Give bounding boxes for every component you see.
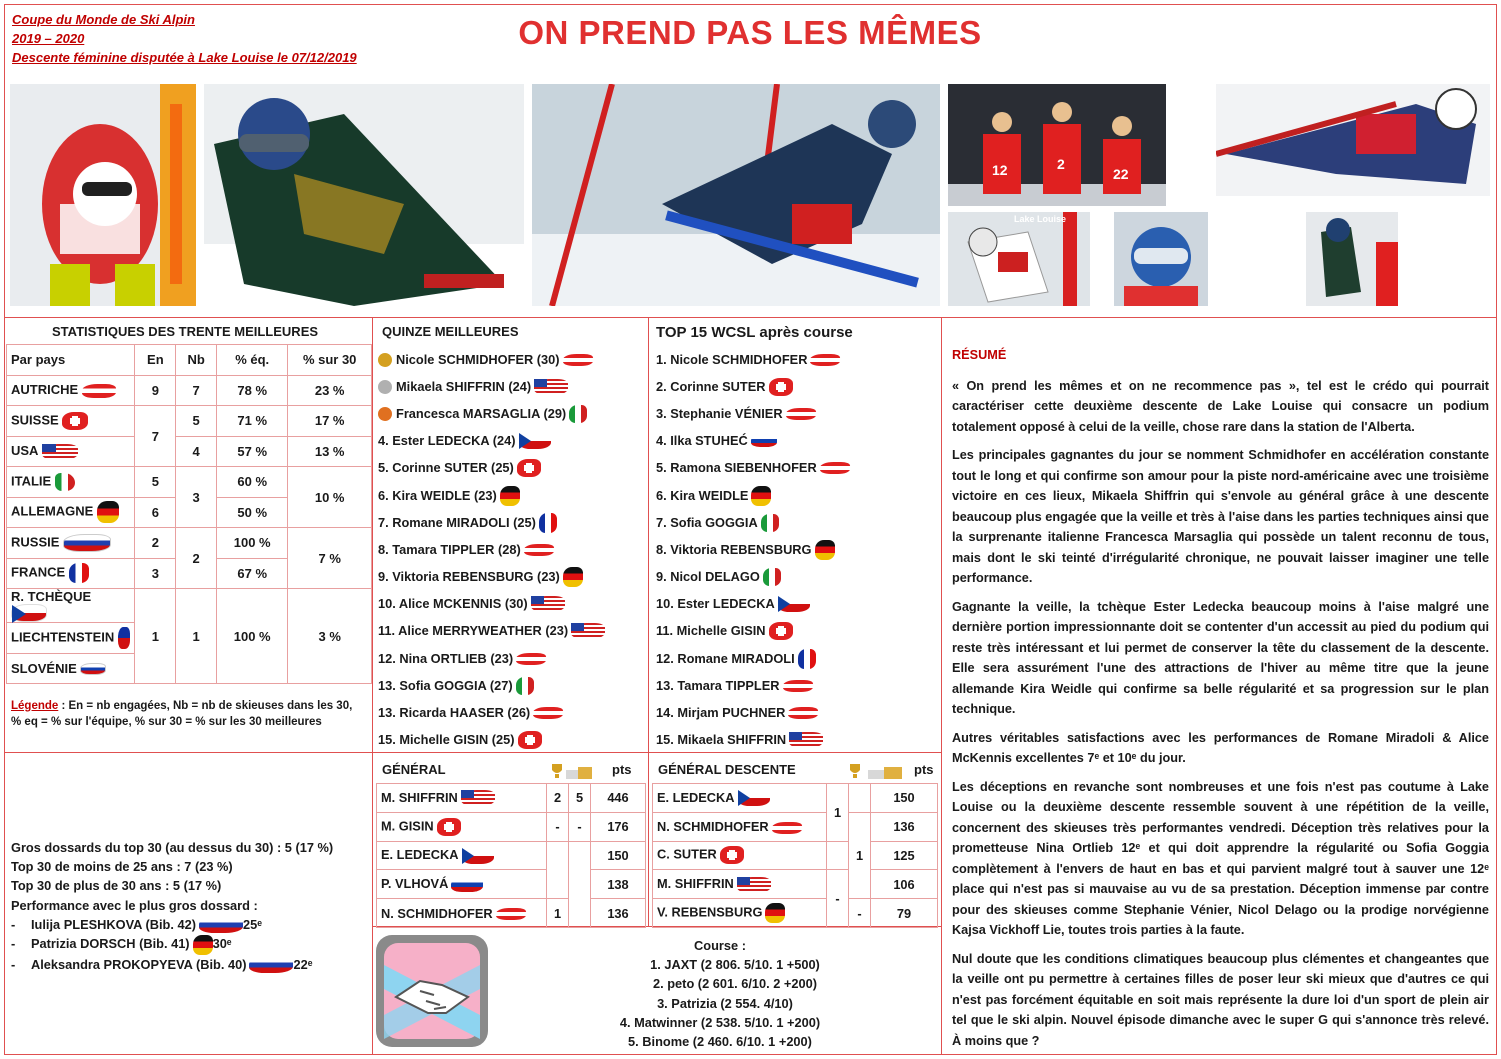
nb-cell: 2 bbox=[176, 528, 217, 589]
skier-name: M. GISIN bbox=[381, 818, 434, 834]
flag-germany-icon bbox=[815, 540, 835, 560]
table-row bbox=[653, 812, 938, 841]
skier-name: C. SUTER bbox=[657, 846, 717, 862]
nb-cell: 1 bbox=[176, 589, 217, 684]
country-name: FRANCE bbox=[11, 564, 66, 580]
trophy-icon bbox=[848, 762, 904, 785]
sur30-cell: 13 % bbox=[288, 436, 372, 467]
skier-name: 7. Romane MIRADOLI (25) bbox=[378, 514, 536, 530]
skier-name: 3. Stephanie VÉNIER bbox=[656, 405, 783, 421]
flag-czech-icon bbox=[778, 596, 810, 612]
divider-col2 bbox=[648, 317, 649, 926]
list-item bbox=[378, 536, 646, 563]
podiums-cell: - bbox=[569, 812, 591, 841]
country-name: ALLEMAGNE bbox=[11, 503, 94, 519]
name-cell bbox=[653, 812, 827, 841]
flag-russia-icon bbox=[249, 957, 293, 973]
flag-czech-icon bbox=[462, 848, 494, 864]
country-cell bbox=[7, 589, 135, 623]
sur30-cell: 23 % bbox=[288, 375, 372, 406]
podium-bib-3: 22 bbox=[1113, 166, 1129, 182]
country-cell bbox=[7, 528, 135, 559]
flag-usa-icon bbox=[737, 877, 771, 893]
country-cell bbox=[7, 497, 135, 528]
photo-skier-germany bbox=[948, 212, 1090, 306]
en-cell: 9 bbox=[135, 375, 176, 406]
skier-name: 2. Corinne SUTER bbox=[656, 378, 766, 394]
stats-legend bbox=[11, 698, 352, 730]
photo-skier-finish bbox=[1306, 212, 1398, 306]
name-cell bbox=[377, 899, 547, 928]
points-cell: 150 bbox=[591, 841, 646, 870]
place: 22ᵉ bbox=[293, 956, 313, 972]
general-pts-label: pts bbox=[612, 762, 632, 777]
flag-italy-icon bbox=[569, 405, 587, 423]
points-cell: 138 bbox=[591, 870, 646, 899]
list-item bbox=[378, 482, 646, 509]
table-row bbox=[653, 870, 938, 899]
skier-name: 7. Sofia GOGGIA bbox=[656, 514, 758, 530]
photo-podium bbox=[948, 84, 1166, 206]
flag-switzerland-icon bbox=[518, 731, 542, 749]
skier-name: 9. Viktoria REBENSBURG (23) bbox=[378, 569, 560, 585]
col-pays: Par pays bbox=[7, 345, 135, 376]
country-name: LIECHTENSTEIN bbox=[11, 629, 115, 645]
stats-title: STATISTIQUES DES TRENTE MEILLEURES bbox=[52, 324, 319, 339]
list-item bbox=[378, 509, 646, 536]
points-cell: 176 bbox=[591, 812, 646, 841]
bib-stat-line: Top 30 de plus de 30 ans : 5 (17 %) bbox=[11, 878, 222, 894]
flag-usa-icon bbox=[534, 379, 568, 395]
flag-switzerland-icon bbox=[769, 622, 793, 640]
list-item bbox=[656, 400, 936, 427]
col-en: En bbox=[135, 345, 176, 376]
table-row bbox=[7, 406, 372, 437]
sign-lake-louise: Lake Louise bbox=[1014, 214, 1067, 224]
photo-skier-italy bbox=[532, 84, 940, 306]
list-item bbox=[378, 591, 646, 618]
flag-germany-icon bbox=[193, 935, 213, 955]
country-name: RUSSIE bbox=[11, 534, 60, 550]
en-cell: 7 bbox=[135, 406, 176, 467]
list-item bbox=[378, 727, 646, 754]
list-item bbox=[656, 536, 936, 563]
skier-name: V. REBENSBURG bbox=[657, 904, 763, 920]
skier-name: 8. Tamara TIPPLER (28) bbox=[378, 541, 521, 557]
flag-czech-icon bbox=[11, 604, 47, 622]
name-cell bbox=[653, 899, 827, 928]
resume-paragraph: Les principales gagnantes du jour se nomment Schmidhofer en accélération constante tout le long et qui confirme son amour pour la piste nord-américaine avec une troisième victoire en ces lieux, Mikaela Shiffrin qui s'envole au général grâce à une descente beaucoup plus engagée que la veille et très à l'aise dans les parties techniques ainsi que la surprenante italienne Francesca Marsaglia qui possède un talent reconnu de tous, mais dont le ski teinté d'irrégularité chronique, ne pouvait laisser imaginer une telle performance. bbox=[952, 448, 1489, 585]
flag-austria-icon bbox=[533, 707, 563, 719]
table-row bbox=[7, 467, 372, 498]
list-item bbox=[378, 699, 646, 726]
country-name: AUTRICHE bbox=[11, 382, 79, 398]
flag-switzerland-icon bbox=[62, 412, 88, 430]
podium-bib-1: 12 bbox=[992, 162, 1008, 178]
skier-name: P. VLHOVÁ bbox=[381, 876, 449, 892]
list-item bbox=[656, 591, 936, 618]
flag-switzerland-icon bbox=[769, 378, 793, 396]
podiums-cell: - bbox=[849, 899, 871, 928]
table-row bbox=[7, 436, 372, 467]
list-item bbox=[656, 455, 936, 482]
list-item bbox=[378, 428, 646, 455]
course-item: 4. Matwinner (2 538. 5/10. 1 +200) bbox=[619, 1014, 821, 1030]
country-name: SUISSE bbox=[11, 412, 59, 428]
country-name: R. TCHÈQUE bbox=[11, 589, 92, 604]
flag-italy-icon bbox=[761, 514, 779, 532]
table-row bbox=[7, 375, 372, 406]
flag-austria-icon bbox=[788, 707, 818, 719]
skier-name: 4. Ester LEDECKA (24) bbox=[378, 433, 516, 449]
country-cell bbox=[7, 406, 135, 437]
eq-cell: 71 % bbox=[217, 406, 288, 437]
skier-name: 8. Viktoria REBENSBURG bbox=[656, 541, 812, 557]
flag-russia-icon bbox=[63, 534, 111, 552]
flag-italy-icon bbox=[55, 473, 75, 491]
skier-name: Francesca MARSAGLIA (29) bbox=[396, 405, 567, 421]
country-cell bbox=[7, 436, 135, 467]
name-cell bbox=[377, 784, 547, 813]
bib-performance-list bbox=[11, 915, 333, 974]
course-item: 2. peto (2 601. 6/10. 2 +200) bbox=[653, 976, 817, 992]
list-item bbox=[378, 618, 646, 645]
table-row bbox=[7, 528, 372, 559]
flag-germany-icon bbox=[563, 567, 583, 587]
table-row bbox=[377, 899, 646, 928]
sur30-cell: 10 % bbox=[288, 467, 372, 528]
country-cell bbox=[7, 653, 135, 684]
divider-col3 bbox=[941, 317, 942, 1055]
country-name: ITALIE bbox=[11, 473, 52, 489]
top15-title: TOP 15 WCSL après course bbox=[656, 324, 853, 341]
name-cell bbox=[653, 870, 827, 899]
sur30-cell: 17 % bbox=[288, 406, 372, 437]
resume-paragraph: Les déceptions en revanche sont nombreuses et une fois n'est pas coutume à Lake Louise ou la deuxième descente ressemble souvent à une répétition de la veille, concernent des skieuses très performantes vendredi. Déception très relatives pour la prometteuse Nina Ortlieb 12ᵉ et qui doit apprendre la régularité ou Sofia Goggia complètement à l'envers de haut en bas et qui parvient malgré tout à sauver une 12ᵉ place qui n'est pas si mauvaise au vu de sa prestation. Déception immense par contre pour des skieuses comme Stephanie Vénier, Nicol Delago ou la prodige norvégienne Kajsa Vickhoff Lie, toutes trois parties à la faute. bbox=[952, 779, 1489, 937]
list-item bbox=[378, 373, 646, 400]
skier-name: 4. Ilka STUHEĆ bbox=[656, 433, 748, 449]
podiums-cell bbox=[569, 841, 591, 927]
course-title: Course : bbox=[694, 938, 746, 953]
wins-cell bbox=[827, 841, 849, 870]
course-section bbox=[500, 936, 940, 1051]
silver-medal-icon bbox=[378, 380, 392, 394]
flag-germany-icon bbox=[751, 486, 771, 506]
skier-name: 13. Tamara TIPPLER bbox=[656, 677, 780, 693]
skier-name: 12. Nina ORTLIEB (23) bbox=[378, 650, 514, 666]
flag-liechtenstein-icon bbox=[118, 627, 130, 649]
list-item bbox=[378, 672, 646, 699]
trophy-icon bbox=[550, 762, 594, 785]
eq-cell: 50 % bbox=[217, 497, 288, 528]
flag-usa-icon bbox=[461, 790, 495, 806]
eq-cell: 57 % bbox=[217, 436, 288, 467]
name-cell bbox=[653, 784, 827, 813]
wins-cell: 2 bbox=[547, 784, 569, 813]
list-item bbox=[656, 618, 936, 645]
country-cell bbox=[7, 558, 135, 589]
podiums-cell: 1 bbox=[849, 812, 871, 898]
photo-skier-usa bbox=[204, 84, 524, 306]
eq-cell: 100 % bbox=[217, 528, 288, 559]
list-item bbox=[656, 482, 936, 509]
skier-name: Aleksandra PROKOPYEVA (Bib. 40) bbox=[31, 956, 247, 972]
event-line-3: Descente féminine disputée à Lake Louise le 07/12/2019 bbox=[12, 50, 357, 65]
resume-section bbox=[952, 345, 1489, 1059]
flag-france-icon bbox=[539, 513, 557, 533]
eq-cell: 100 % bbox=[217, 589, 288, 684]
name-cell bbox=[377, 812, 547, 841]
skier-name: 5. Corinne SUTER (25) bbox=[378, 460, 514, 476]
flag-usa-icon bbox=[531, 596, 565, 612]
table-row bbox=[377, 784, 646, 813]
skier-name: Nicole SCHMIDHOFER (30) bbox=[396, 351, 560, 367]
skier-name: 6. Kira WEIDLE (23) bbox=[378, 487, 497, 503]
flag-slovenia-icon bbox=[80, 663, 106, 675]
flag-austria-icon bbox=[516, 653, 546, 665]
sur30-cell: 3 % bbox=[288, 589, 372, 684]
skier-name: 12. Romane MIRADOLI bbox=[656, 650, 795, 666]
table-row bbox=[653, 899, 938, 928]
bib-stats bbox=[11, 838, 333, 974]
list-item: - Iulija PLESHKOVA (Bib. 42) 25ᵉ bbox=[11, 916, 263, 932]
legend-text-1: : En = nb engagées, Nb = nb de skieuses dans les 30, bbox=[58, 700, 353, 712]
country-cell bbox=[7, 375, 135, 406]
event-header bbox=[12, 10, 357, 67]
flag-italy-icon bbox=[516, 677, 534, 695]
skier-name: 14. Mirjam PUCHNER bbox=[656, 705, 786, 721]
points-cell: 136 bbox=[871, 812, 938, 841]
divider-top bbox=[4, 317, 1497, 318]
quinze-title: QUINZE MEILLEURES bbox=[382, 324, 519, 339]
flag-russia-icon bbox=[199, 917, 243, 933]
photo-skier-france bbox=[1216, 84, 1490, 196]
list-item bbox=[378, 564, 646, 591]
wins-cell bbox=[547, 841, 569, 899]
skier-name: E. LEDECKA bbox=[381, 847, 459, 863]
country-cell bbox=[7, 467, 135, 498]
wins-cell: 1 bbox=[547, 899, 569, 928]
flag-austria-icon bbox=[810, 354, 840, 366]
skier-name: 15. Mikaela SHIFFRIN bbox=[656, 732, 787, 748]
flag-austria-icon bbox=[563, 354, 593, 366]
list-item bbox=[656, 699, 936, 726]
points-cell: 150 bbox=[871, 784, 938, 813]
en-cell: 5 bbox=[135, 467, 176, 498]
flag-usa-icon bbox=[789, 732, 823, 748]
skier-name: E. LEDECKA bbox=[657, 789, 735, 805]
points-cell: 136 bbox=[591, 899, 646, 928]
flag-usa-icon bbox=[571, 623, 605, 639]
quinze-list bbox=[378, 346, 646, 754]
flag-france-icon bbox=[798, 649, 816, 669]
table-row bbox=[377, 841, 646, 870]
list-item bbox=[378, 645, 646, 672]
flag-switzerland-icon bbox=[437, 818, 461, 836]
en-cell: 6 bbox=[135, 497, 176, 528]
flag-usa-icon bbox=[42, 444, 78, 460]
nb-cell: 7 bbox=[176, 375, 217, 406]
general-descente-title: GÉNÉRAL DESCENTE bbox=[658, 762, 796, 777]
podiums-cell: 5 bbox=[569, 784, 591, 813]
en-cell: 1 bbox=[135, 589, 176, 684]
flag-austria-icon bbox=[524, 544, 554, 556]
country-name: USA bbox=[11, 442, 38, 458]
list-item bbox=[378, 400, 646, 427]
country-cell bbox=[7, 623, 135, 654]
country-name: SLOVÉNIE bbox=[11, 660, 77, 676]
flag-switzerland-icon bbox=[720, 846, 744, 864]
points-cell: 79 bbox=[871, 899, 938, 928]
bib-stat-line: Top 30 de moins de 25 ans : 7 (23 %) bbox=[11, 859, 233, 875]
skier-name: N. SCHMIDHOFER bbox=[381, 905, 493, 921]
place: 25ᵉ bbox=[242, 916, 263, 932]
flag-germany-icon bbox=[765, 903, 785, 923]
en-cell: 3 bbox=[135, 558, 176, 589]
table-row bbox=[653, 841, 938, 870]
bib-stat-line: Gros dossards du top 30 (au dessus du 30) : 5 (17 %) bbox=[11, 840, 334, 855]
list-item bbox=[656, 727, 936, 754]
list-item bbox=[378, 455, 646, 482]
skier-name: 10. Alice MCKENNIS (30) bbox=[378, 596, 528, 612]
general-descente-pts-label: pts bbox=[914, 762, 934, 777]
skier-name: Iulija PLESHKOVA (Bib. 42) bbox=[31, 916, 196, 932]
skier-name: 9. Nicol DELAGO bbox=[656, 569, 760, 585]
resume-paragraph: « On prend les mêmes et on ne recommence pas », tel est le crédo qui pourrait caractériser cette deuxième descente de Lake Louise qui consacre un podium totalement opposé à celui de la veille, chose rare dans la station de l'Alberta. bbox=[952, 378, 1489, 434]
legend-text-2: % eq = % sur l'équipe, % sur 30 = % sur les 30 meilleures bbox=[11, 716, 322, 728]
resume-paragraph: Nul doute que les conditions climatiques beaucoup plus clémentes et changeantes que la veille ont pu permettre à certaines filles de poser leur ski mieux que d'autres ce qui n'est pas forcément équitable en soit mais représente la dure loi d'un sport de plein air tel que le ski alpin. Nouvel épisode dimanche avec le super G qui s'annonce très relevé. À moins que ? bbox=[952, 951, 1489, 1048]
list-item: - Aleksandra PROKOPYEVA (Bib. 40) 22ᵉ bbox=[11, 956, 313, 972]
flag-italy-icon bbox=[763, 568, 781, 586]
flag-austria-icon bbox=[786, 408, 816, 420]
skier-name: 15. Michelle GISIN (25) bbox=[378, 732, 515, 748]
general-title: GÉNÉRAL bbox=[382, 762, 446, 777]
eq-cell: 60 % bbox=[217, 467, 288, 498]
stats-header-row bbox=[7, 345, 372, 376]
legend-label: Légende bbox=[11, 700, 59, 712]
table-row bbox=[377, 812, 646, 841]
photo-skier-austria bbox=[10, 84, 196, 306]
list-item bbox=[656, 373, 936, 400]
list-item bbox=[656, 509, 936, 536]
resume-paragraph: Gagnante la veille, la tchèque Ester Ledecka beaucoup moins à l'aise malgré une dernière portion impressionnante doit se contenter d'un accessit au pied du podium qui reste très intéressant et lui permet de conserver la tête du classement de la descente. Elle sera assurément l'une des attractions de l'hiver au même titre que la jeune allemande Kira Weidle qui confirme sa belle régularité et sa progression sur le plan technique. bbox=[952, 599, 1489, 716]
flag-czech-icon bbox=[519, 433, 551, 449]
list-item bbox=[656, 564, 936, 591]
skier-name: Patrizia DORSCH (Bib. 41) bbox=[31, 936, 190, 952]
list-item: - Patrizia DORSCH (Bib. 41) 30ᵉ bbox=[11, 934, 333, 955]
photo-skier-portrait bbox=[1114, 212, 1208, 306]
flag-austria-icon bbox=[820, 462, 850, 474]
skier-name: 5. Ramona SIEBENHOFER bbox=[656, 460, 817, 476]
name-cell bbox=[653, 841, 827, 870]
skier-name: M. SHIFFRIN bbox=[657, 875, 734, 891]
list-item bbox=[656, 645, 936, 672]
bib-stat-line: Performance avec le plus gros dossard : bbox=[11, 897, 258, 913]
skier-name: M. SHIFFRIN bbox=[381, 789, 458, 805]
resume-paragraph: Autres véritables satisfactions avec les performances de Romane Miradoli & Alice McKennis excellentes 7ᵉ et 10ᵉ du jour. bbox=[952, 730, 1489, 765]
event-line-1: Coupe du Monde de Ski Alpin bbox=[12, 12, 195, 27]
skier-name: 11. Michelle GISIN bbox=[656, 623, 766, 639]
flag-switzerland-icon bbox=[517, 459, 541, 477]
flag-slovenia-icon bbox=[751, 435, 777, 447]
skier-name: Mikaela SHIFFRIN (24) bbox=[396, 378, 532, 394]
skier-name: 11. Alice MERRYWEATHER (23) bbox=[378, 623, 569, 639]
general-descente-table bbox=[652, 783, 938, 928]
flag-austria-icon bbox=[783, 680, 813, 692]
wins-cell: - bbox=[827, 870, 849, 928]
sur30-cell: 7 % bbox=[288, 528, 372, 589]
nb-cell: 5 bbox=[176, 406, 217, 437]
top15-list bbox=[656, 346, 936, 754]
divider-col1 bbox=[372, 317, 373, 1055]
flag-germany-icon bbox=[97, 501, 119, 523]
table-row bbox=[653, 784, 938, 813]
table-row bbox=[377, 870, 646, 899]
flag-austria-icon bbox=[772, 822, 802, 834]
table-row bbox=[7, 589, 372, 623]
podiums-cell bbox=[849, 784, 871, 813]
flag-france-icon bbox=[69, 563, 89, 583]
en-cell: 2 bbox=[135, 528, 176, 559]
flag-czech-icon bbox=[738, 790, 770, 806]
resume-title: RÉSUMÉ bbox=[952, 348, 1007, 362]
skier-name: 1. Nicole SCHMIDHOFER bbox=[656, 351, 808, 367]
points-cell: 106 bbox=[871, 870, 938, 899]
place: 30ᵉ bbox=[212, 936, 232, 952]
skier-name: 10. Ester LEDECKA bbox=[656, 596, 775, 612]
course-item: 3. Patrizia (2 554. 4/10) bbox=[657, 995, 793, 1011]
podium-bib-2: 2 bbox=[1057, 156, 1065, 172]
skier-name: 13. Sofia GOGGIA (27) bbox=[378, 677, 513, 693]
course-item: 1. JAXT (2 806. 5/10. 1 +500) bbox=[650, 957, 820, 973]
nb-cell: 3 bbox=[176, 467, 217, 528]
flag-germany-icon bbox=[500, 486, 520, 506]
name-cell bbox=[377, 870, 547, 899]
wins-cell: - bbox=[547, 812, 569, 841]
list-item bbox=[656, 672, 936, 699]
wins-cell: 1 bbox=[827, 784, 849, 842]
course-item: 5. Binome (2 460. 6/10. 1 +200) bbox=[628, 1034, 812, 1050]
list-item bbox=[378, 346, 646, 373]
gold-medal-icon bbox=[378, 353, 392, 367]
nb-cell: 4 bbox=[176, 436, 217, 467]
list-item bbox=[656, 346, 936, 373]
handshake-logo bbox=[376, 935, 488, 1047]
points-cell: 125 bbox=[871, 841, 938, 870]
skier-name: N. SCHMIDHOFER bbox=[657, 819, 769, 835]
general-table bbox=[376, 783, 646, 928]
eq-cell: 67 % bbox=[217, 558, 288, 589]
list-item bbox=[656, 428, 936, 455]
flag-austria-icon bbox=[496, 908, 526, 920]
bronze-medal-icon bbox=[378, 407, 392, 421]
col-eq: % éq. bbox=[217, 345, 288, 376]
flag-austria-icon bbox=[82, 384, 116, 398]
name-cell bbox=[377, 841, 547, 870]
page-title: ON PREND PAS LES MÊMES bbox=[518, 14, 982, 51]
stats-table bbox=[6, 344, 372, 684]
flag-slovakia-icon bbox=[451, 878, 483, 892]
col-sur30: % sur 30 bbox=[288, 345, 372, 376]
event-line-2: 2019 – 2020 bbox=[12, 31, 85, 46]
skier-name: 13. Ricarda HAASER (26) bbox=[378, 705, 531, 721]
col-nb: Nb bbox=[176, 345, 217, 376]
eq-cell: 78 % bbox=[217, 375, 288, 406]
points-cell: 446 bbox=[591, 784, 646, 813]
skier-name: 6. Kira WEIDLE bbox=[656, 487, 749, 503]
